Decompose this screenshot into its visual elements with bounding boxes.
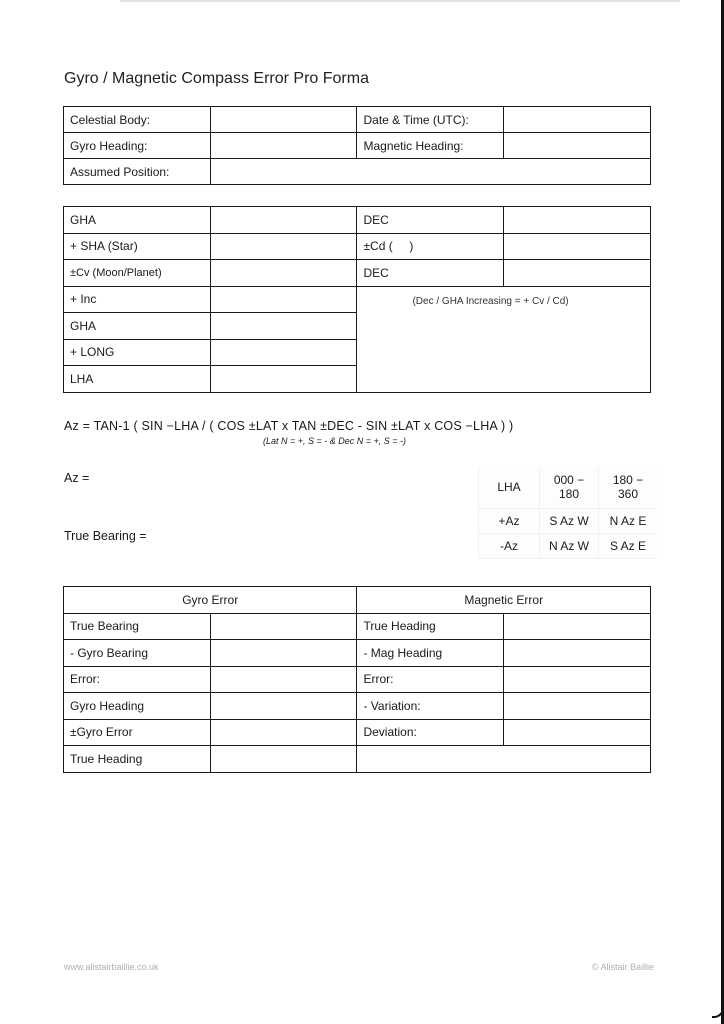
gha-label: GHA: [64, 207, 211, 234]
magnetic-empty-cell: [357, 746, 651, 773]
long-label: + LONG: [64, 339, 211, 366]
gha-total-label: GHA: [64, 313, 211, 340]
mag-error-label: Error:: [357, 666, 504, 693]
true-bearing-label: True Bearing =: [64, 529, 147, 543]
mag-heading-label: - Mag Heading: [357, 640, 504, 667]
gyro-heading-field[interactable]: [210, 133, 357, 159]
compass-error-table: [63, 586, 651, 773]
gyro-error-label: Error:: [64, 666, 211, 693]
cd-label: ±Cd ( ): [357, 233, 504, 260]
dec-corrected-label: DEC: [357, 260, 504, 287]
gha-field[interactable]: [210, 207, 357, 234]
cd-field[interactable]: [504, 233, 651, 260]
quadrant-cell: -Az: [479, 534, 540, 559]
quadrant-cell: S Az E: [599, 534, 658, 559]
celestial-body-field[interactable]: [210, 107, 357, 133]
page-title: Gyro / Magnetic Compass Error Pro Forma: [64, 70, 369, 87]
cv-label: ±Cv (Moon/Planet): [64, 260, 211, 287]
celestial-body-label: Celestial Body:: [64, 107, 211, 133]
deviation-field[interactable]: [504, 719, 651, 746]
quadrant-cell: N Az E: [599, 509, 658, 534]
dec-corrected-field[interactable]: [504, 260, 651, 287]
increasing-note: (Dec / GHA Increasing = + Cv / Cd): [412, 295, 569, 307]
dec-label: DEC: [357, 207, 504, 234]
gyro-heading-label: Gyro Heading:: [64, 133, 211, 159]
quadrant-table: [478, 466, 657, 559]
mag-true-heading-label: True Heading: [357, 613, 504, 640]
gyro-bearing-field[interactable]: [210, 640, 357, 667]
gyro-error-field[interactable]: [210, 666, 357, 693]
gyro-true-bearing-label: True Bearing: [64, 613, 211, 640]
quadrant-cell: N Az W: [540, 534, 599, 559]
mag-error-field[interactable]: [504, 666, 651, 693]
cv-field[interactable]: [210, 260, 357, 287]
gyro-true-heading-label: True Heading: [64, 746, 211, 773]
gyro-bearing-label: - Gyro Bearing: [64, 640, 211, 667]
variation-label: - Variation:: [357, 693, 504, 720]
footer-website: www.alistairbaillie.co.uk: [64, 962, 159, 972]
plus-minus-gyro-error-label: ±Gyro Error: [64, 719, 211, 746]
assumed-position-label: Assumed Position:: [64, 159, 211, 185]
mag-heading-field[interactable]: [504, 640, 651, 667]
quadrant-cell: S Az W: [540, 509, 599, 534]
gyro-heading-row-field[interactable]: [210, 693, 357, 720]
quadrant-header-180-360: 180 − 360: [599, 466, 658, 509]
gyro-true-bearing-field[interactable]: [210, 613, 357, 640]
azimuth-formula: Az = TAN-1 ( SIN −LHA / ( COS ±LAT x TAN ±DEC - SIN ±LAT x COS −LHA ) ): [64, 419, 514, 433]
quadrant-header-000-180: 000 − 180: [540, 466, 599, 509]
page-top-edge: [120, 0, 680, 2]
gyro-error-header: Gyro Error: [64, 587, 357, 614]
long-field[interactable]: [210, 339, 357, 366]
sha-label: + SHA (Star): [64, 233, 211, 260]
date-time-label: Date & Time (UTC):: [357, 107, 504, 133]
date-time-field[interactable]: [504, 107, 651, 133]
calculation-table: [63, 206, 651, 393]
az-label: Az =: [64, 471, 90, 485]
gyro-heading-row-label: Gyro Heading: [64, 693, 211, 720]
magnetic-heading-label: Magnetic Heading:: [357, 133, 504, 159]
variation-field[interactable]: [504, 693, 651, 720]
mag-true-heading-field[interactable]: [504, 613, 651, 640]
assumed-position-field[interactable]: [210, 159, 650, 185]
quadrant-header-lha: LHA: [479, 466, 540, 509]
footer-copyright: © Alistair Baillie: [591, 962, 654, 972]
inc-label: + Inc: [64, 286, 211, 313]
inc-field[interactable]: [210, 286, 357, 313]
header-info-table: [63, 106, 651, 185]
lha-label: LHA: [64, 366, 211, 393]
plus-minus-gyro-error-field[interactable]: [210, 719, 357, 746]
gyro-true-heading-field[interactable]: [210, 746, 357, 773]
deviation-label: Deviation:: [357, 719, 504, 746]
azimuth-formula-note: (Lat N = +, S = - & Dec N = +, S = -): [263, 436, 407, 446]
quadrant-cell: +Az: [479, 509, 540, 534]
increasing-note-cell: [357, 286, 651, 392]
magnetic-heading-field[interactable]: [504, 133, 651, 159]
dec-field[interactable]: [504, 207, 651, 234]
magnetic-error-header: Magnetic Error: [357, 587, 651, 614]
gha-total-field[interactable]: [210, 313, 357, 340]
lha-field[interactable]: [210, 366, 357, 393]
sha-field[interactable]: [210, 233, 357, 260]
